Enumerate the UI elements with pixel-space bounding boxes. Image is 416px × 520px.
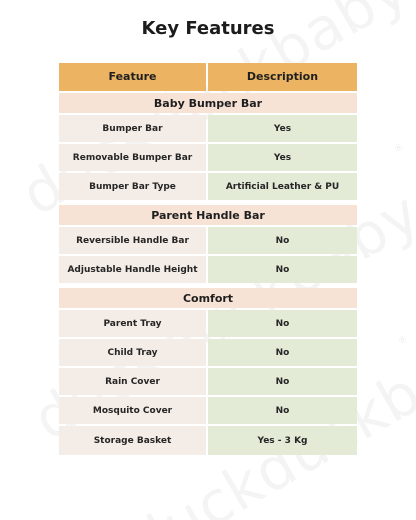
- value-cell: No: [208, 397, 357, 424]
- value-cell: No: [208, 256, 357, 283]
- section-heading: Comfort: [59, 288, 357, 308]
- value-cell: No: [208, 368, 357, 395]
- value-cell: No: [208, 339, 357, 366]
- feature-cell: Mosquito Cover: [59, 397, 206, 424]
- table-header-row: [59, 63, 357, 91]
- table-row: [59, 397, 357, 424]
- feature-cell: Storage Basket: [59, 426, 206, 455]
- feature-cell: Child Tray: [59, 339, 206, 366]
- feature-cell: Removable Bumper Bar: [59, 144, 206, 171]
- table-row: [59, 368, 357, 395]
- registered-mark: ®: [394, 144, 403, 154]
- feature-cell: Parent Tray: [59, 310, 206, 337]
- section-heading: Parent Handle Bar: [59, 205, 357, 225]
- feature-cell: Reversible Handle Bar: [59, 227, 206, 254]
- value-cell: Yes: [208, 144, 357, 171]
- table-row: [59, 144, 357, 171]
- table-row: [59, 256, 357, 283]
- header-feature: Feature: [59, 63, 206, 91]
- feature-cell: Adjustable Handle Height: [59, 256, 206, 283]
- table-row: [59, 173, 357, 200]
- table-row: [59, 310, 357, 337]
- header-description: Description: [208, 63, 357, 91]
- features-table: [59, 63, 357, 457]
- page-title: Key Features: [141, 18, 275, 39]
- table-row: [59, 426, 357, 455]
- section-heading: Baby Bumper Bar: [59, 93, 357, 113]
- value-cell: No: [208, 310, 357, 337]
- value-cell: Yes: [208, 115, 357, 142]
- value-cell: No: [208, 227, 357, 254]
- registered-mark: ®: [398, 336, 407, 346]
- value-cell: Artificial Leather & PU: [208, 173, 357, 200]
- table-row: [59, 339, 357, 366]
- feature-cell: Bumper Bar: [59, 115, 206, 142]
- feature-cell: Rain Cover: [59, 368, 206, 395]
- feature-cell: Bumper Bar Type: [59, 173, 206, 200]
- table-row: [59, 227, 357, 254]
- value-cell: Yes - 3 Kg: [208, 426, 357, 455]
- table-row: [59, 115, 357, 142]
